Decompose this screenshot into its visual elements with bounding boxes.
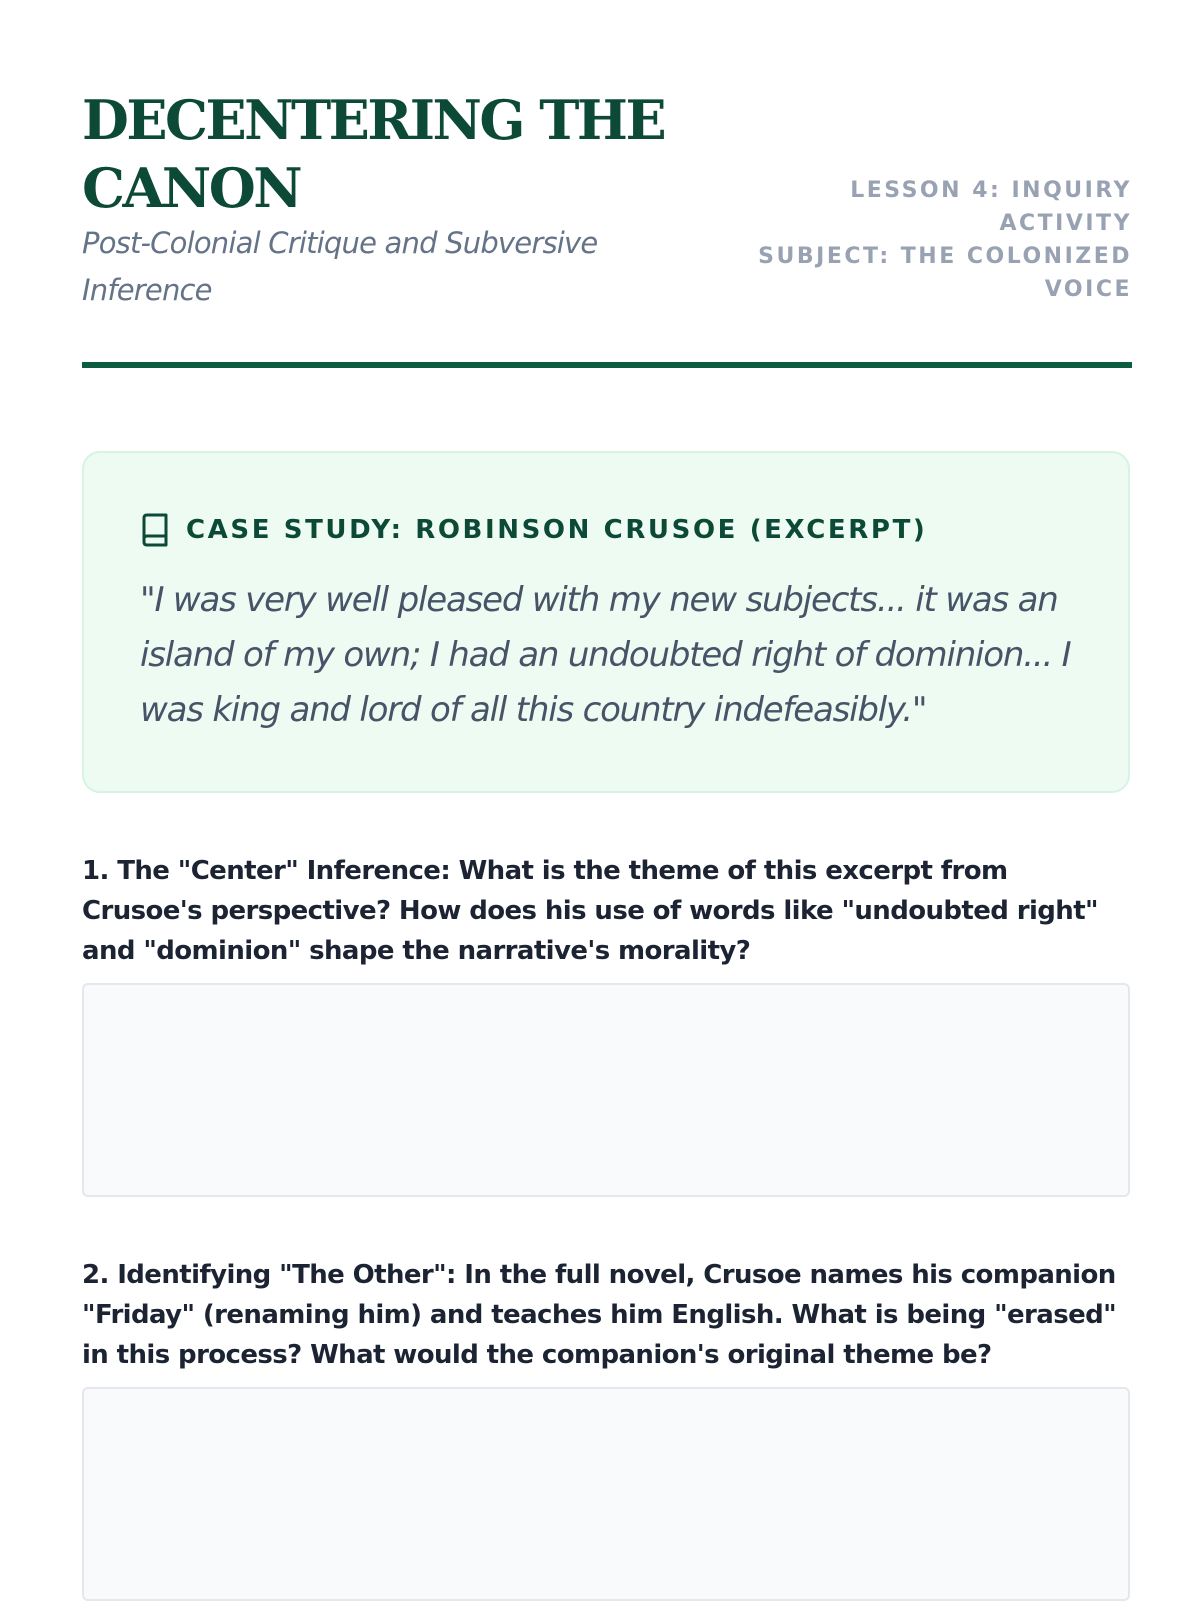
- page-header: [82, 86, 1132, 366]
- question-2: 2. Identifying "The Other": In the full novel, Crusoe names his companion "Friday" (renaming him) and teaches him English. What is being "erased" in this process? What would the companion's original theme be?: [82, 1260, 1117, 1370]
- question-1: 1. The "Center" Inference: What is the theme of this excerpt from Crusoe's perspective? How does his use of words like "undoubted right" and "dominion" shape the narrative's morality?: [82, 856, 1098, 966]
- page-title: DECENTERING THE CANON: [82, 88, 665, 220]
- subject-label: SUBJECT: THE COLONIZED VOICE: [758, 244, 1132, 302]
- page-subtitle: Post-Colonial Critique and Subversive Inference: [82, 226, 598, 307]
- header-divider: [82, 362, 1132, 368]
- case-study-header: [140, 513, 927, 547]
- answer-box-1[interactable]: [82, 983, 1130, 1197]
- case-study-title: CASE STUDY: ROBINSON CRUSOE (EXCERPT): [186, 515, 928, 545]
- lesson-label: LESSON 4: INQUIRY ACTIVITY: [850, 178, 1132, 236]
- answer-box-2[interactable]: [82, 1387, 1130, 1601]
- case-study-box: [82, 451, 1130, 793]
- case-study-quote: "I was very well pleased with my new subjects... it was an island of my own; I had an undoubted right of dominion... I was king and lord of all this country indefeasibly.": [140, 580, 1071, 730]
- lesson-meta: [712, 174, 1132, 306]
- book-icon: [140, 513, 170, 547]
- worksheet-page: [82, 0, 1132, 1600]
